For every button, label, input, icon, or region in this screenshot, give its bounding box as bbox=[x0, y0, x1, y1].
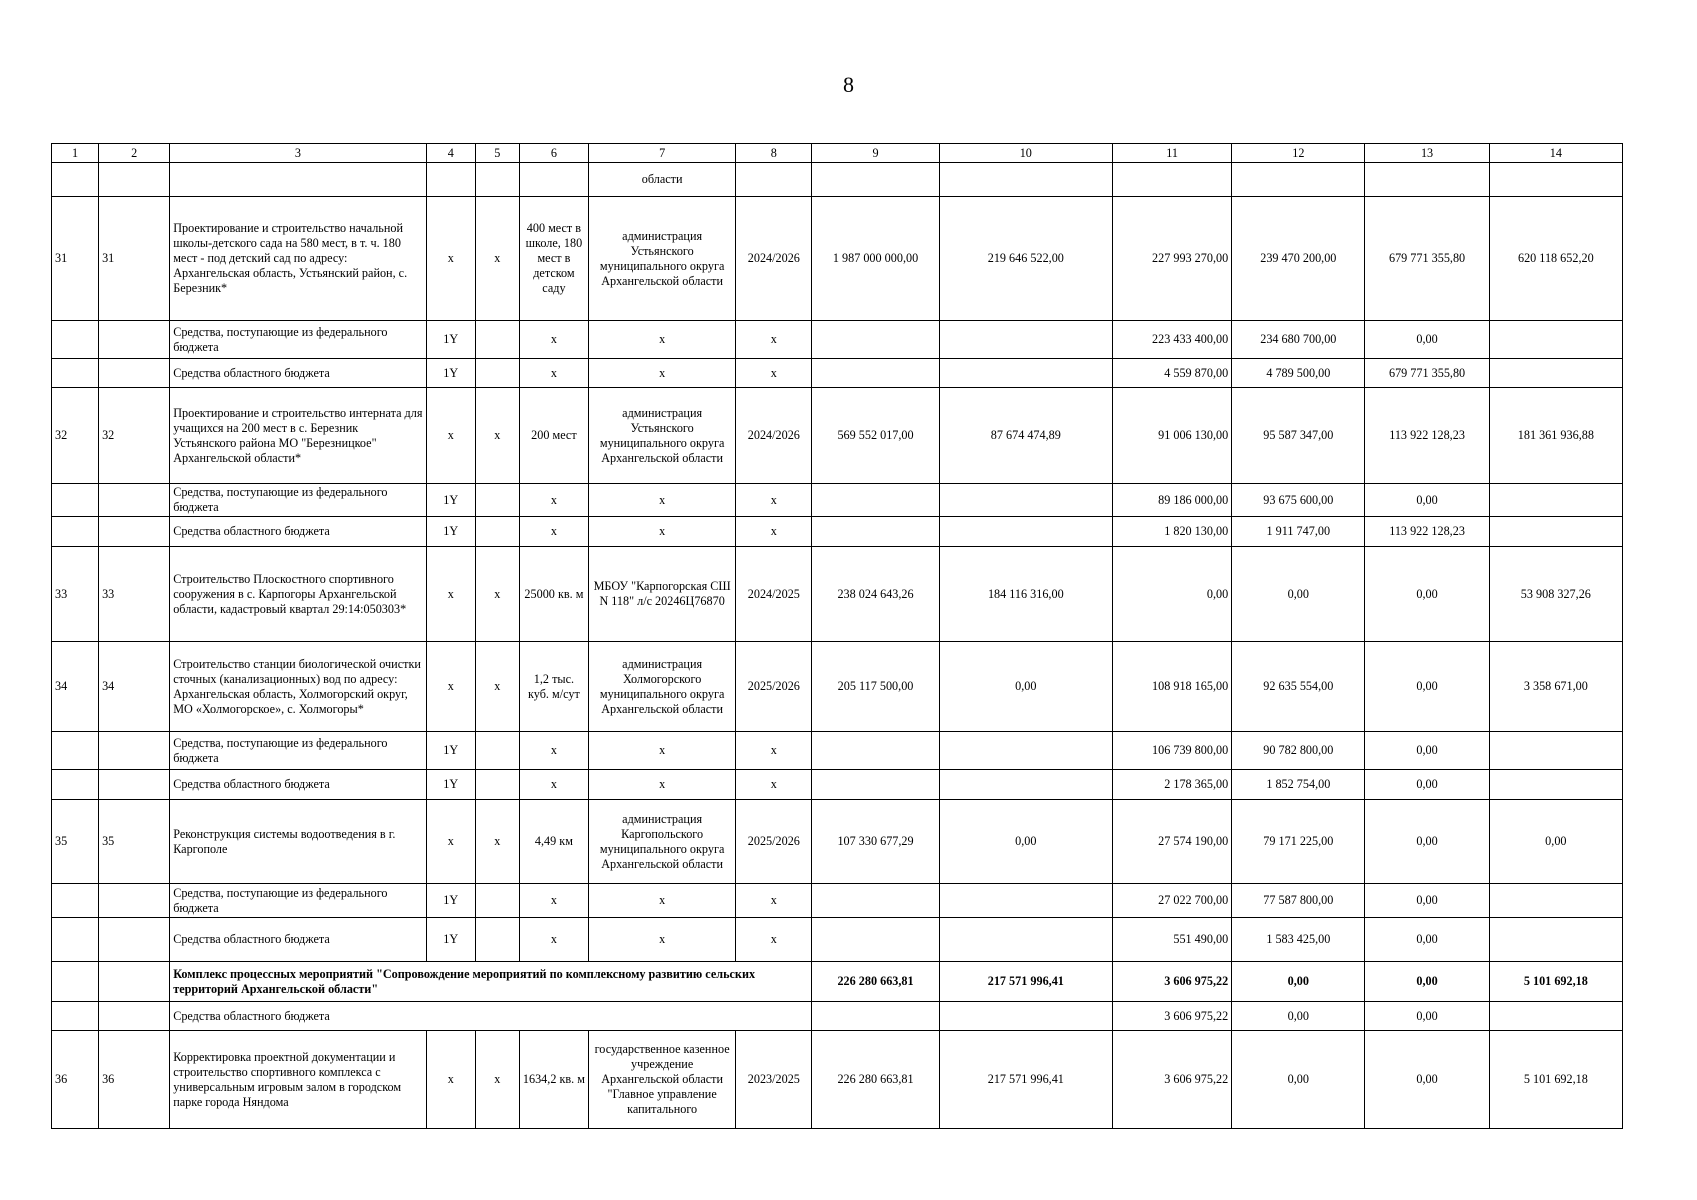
table-row bbox=[52, 1031, 1623, 1129]
cell-number: 34 bbox=[99, 642, 170, 732]
complex-row bbox=[52, 962, 1623, 1002]
cell-executor: администрация Устьянского муниципального округа Архангельской области bbox=[588, 388, 735, 484]
column-header: 1 bbox=[52, 144, 99, 163]
cell-col10: 0,00 bbox=[939, 642, 1112, 732]
cell-col14: 620 118 652,20 bbox=[1489, 197, 1622, 321]
cell-col13: 0,00 bbox=[1365, 1002, 1489, 1031]
table-row bbox=[52, 1002, 1623, 1031]
cell-number: 36 bbox=[52, 1031, 99, 1129]
cell-executor: МБОУ "Карпогорская СШ N 118" л/с 20246Ц76870 bbox=[588, 547, 735, 642]
table-row bbox=[52, 918, 1623, 962]
cell-col12: 1 911 747,00 bbox=[1232, 517, 1365, 547]
cell-period: 2024/2026 bbox=[736, 197, 812, 321]
cell-col12: 0,00 bbox=[1232, 547, 1365, 642]
cell-col11: 3 606 975,22 bbox=[1112, 962, 1231, 1002]
cell-name: Средства, поступающие из федерального бюджета bbox=[170, 732, 426, 770]
column-header: 9 bbox=[812, 144, 939, 163]
cell-col13: 0,00 bbox=[1365, 800, 1489, 884]
cell-col11: 0,00 bbox=[1112, 547, 1231, 642]
cell-number: 35 bbox=[99, 800, 170, 884]
cell-col10: 217 571 996,41 bbox=[939, 962, 1112, 1002]
cell-executor: администрация Каргопольского муниципального округа Архангельской области bbox=[588, 800, 735, 884]
cell-col14: 5 101 692,18 bbox=[1489, 962, 1622, 1002]
column-header: 14 bbox=[1489, 144, 1622, 163]
cell-number: 31 bbox=[52, 197, 99, 321]
cell-capacity: 1634,2 кв. м bbox=[519, 1031, 588, 1129]
cell-col10: 184 116 316,00 bbox=[939, 547, 1112, 642]
cell-period: 2025/2026 bbox=[736, 800, 812, 884]
cell-col5: x bbox=[475, 388, 519, 484]
cell-col4: 1Y bbox=[426, 770, 475, 800]
cell-capacity: x bbox=[519, 484, 588, 517]
cell-executor: x bbox=[588, 918, 735, 962]
cell-executor: администрация Холмогорского муниципального округа Архангельской области bbox=[588, 642, 735, 732]
cell-col13: 0,00 bbox=[1365, 884, 1489, 918]
cell-col11: 3 606 975,22 bbox=[1112, 1031, 1231, 1129]
cell-col12: 93 675 600,00 bbox=[1232, 484, 1365, 517]
cell-col12: 0,00 bbox=[1232, 962, 1365, 1002]
cell-col5: x bbox=[475, 800, 519, 884]
cell-name: Проектирование и строительство начальной школы-детского сада на 580 мест, в т. ч. 180 мест - под детский сад по адресу: Архангельская область, Устьянский район, с. Березник* bbox=[170, 197, 426, 321]
table-row bbox=[52, 321, 1623, 359]
cell-col11: 2 178 365,00 bbox=[1112, 770, 1231, 800]
cell-executor: x bbox=[588, 884, 735, 918]
cell-col9: 226 280 663,81 bbox=[812, 962, 939, 1002]
cell-capacity: 1,2 тыс. куб. м/сут bbox=[519, 642, 588, 732]
cell-col4: x bbox=[426, 642, 475, 732]
cell-number: 33 bbox=[52, 547, 99, 642]
cell-period: x bbox=[736, 359, 812, 388]
column-header: 10 bbox=[939, 144, 1112, 163]
table-row bbox=[52, 388, 1623, 484]
table-row bbox=[52, 547, 1623, 642]
cell-period: x bbox=[736, 770, 812, 800]
cell-col14: 0,00 bbox=[1489, 800, 1622, 884]
cell-col12: 239 470 200,00 bbox=[1232, 197, 1365, 321]
cell-col14: 181 361 936,88 bbox=[1489, 388, 1622, 484]
cell-name: Средства областного бюджета bbox=[170, 770, 426, 800]
cell-col11: 108 918 165,00 bbox=[1112, 642, 1231, 732]
cell-name: Средства областного бюджета bbox=[170, 517, 426, 547]
cell-col11: 3 606 975,22 bbox=[1112, 1002, 1231, 1031]
cell-col12: 1 583 425,00 bbox=[1232, 918, 1365, 962]
cell-col12: 0,00 bbox=[1232, 1031, 1365, 1129]
cell-capacity: x bbox=[519, 770, 588, 800]
cell-col4: 1Y bbox=[426, 918, 475, 962]
column-header: 3 bbox=[170, 144, 426, 163]
cell-col12: 90 782 800,00 bbox=[1232, 732, 1365, 770]
cell-executor: государственное казенное учреждение Архангельской области "Главное управление капитального bbox=[588, 1031, 735, 1129]
cell-col12: 0,00 bbox=[1232, 1002, 1365, 1031]
cell-col13: 113 922 128,23 bbox=[1365, 388, 1489, 484]
cell-period: 2025/2026 bbox=[736, 642, 812, 732]
table-row bbox=[52, 732, 1623, 770]
cell-capacity: x bbox=[519, 732, 588, 770]
cell-col14: 53 908 327,26 bbox=[1489, 547, 1622, 642]
cell-executor: x bbox=[588, 732, 735, 770]
cell-col11: 551 490,00 bbox=[1112, 918, 1231, 962]
complex-title: Комплекс процессных мероприятий "Сопровождение мероприятий по комплексному развитию сельских территорий Архангельской области" bbox=[170, 962, 812, 1002]
cell-executor: x bbox=[588, 770, 735, 800]
cell-executor: x bbox=[588, 484, 735, 517]
cell-name: Строительство станции биологической очистки сточных (канализационных) вод по адресу: Архангельская область, Холмогорский округ, МО «Холмогорское», с. Холмогоры* bbox=[170, 642, 426, 732]
cell-number: 34 bbox=[52, 642, 99, 732]
cell-col4: 1Y bbox=[426, 359, 475, 388]
column-header: 5 bbox=[475, 144, 519, 163]
column-header: 7 bbox=[588, 144, 735, 163]
cell-period: x bbox=[736, 321, 812, 359]
cell-col12: 92 635 554,00 bbox=[1232, 642, 1365, 732]
cell-executor: x bbox=[588, 359, 735, 388]
cell-col12: 77 587 800,00 bbox=[1232, 884, 1365, 918]
cell-col5: x bbox=[475, 642, 519, 732]
cell-col11: 227 993 270,00 bbox=[1112, 197, 1231, 321]
cell-col11: 106 739 800,00 bbox=[1112, 732, 1231, 770]
cell-number: 36 bbox=[99, 1031, 170, 1129]
column-header: 4 bbox=[426, 144, 475, 163]
cell-col4: 1Y bbox=[426, 884, 475, 918]
cell-col10: 0,00 bbox=[939, 800, 1112, 884]
table-row bbox=[52, 484, 1623, 517]
column-number-row bbox=[52, 144, 1623, 163]
cell-name: Реконструкция системы водоотведения в г. Каргополе bbox=[170, 800, 426, 884]
cell-capacity: x bbox=[519, 321, 588, 359]
cell-name: Проектирование и строительство интерната для учащихся на 200 мест в с. Березник Устьянского района МО "Березницкое" Архангельской области* bbox=[170, 388, 426, 484]
cell-capacity: 4,49 км bbox=[519, 800, 588, 884]
cell-col11: 1 820 130,00 bbox=[1112, 517, 1231, 547]
cell-col13: 0,00 bbox=[1365, 484, 1489, 517]
cell-col13: 0,00 bbox=[1365, 321, 1489, 359]
cell-col4: x bbox=[426, 388, 475, 484]
cell-col13: 113 922 128,23 bbox=[1365, 517, 1489, 547]
cell-name: Средства областного бюджета bbox=[170, 359, 426, 388]
cell-col9: 238 024 643,26 bbox=[812, 547, 939, 642]
budget-table bbox=[51, 143, 1623, 1129]
cell-period: x bbox=[736, 517, 812, 547]
cell-col13: 0,00 bbox=[1365, 962, 1489, 1002]
cell-col13: 0,00 bbox=[1365, 547, 1489, 642]
cell-period: x bbox=[736, 918, 812, 962]
cell-col9: 226 280 663,81 bbox=[812, 1031, 939, 1129]
continuation-row bbox=[52, 163, 1623, 197]
cell-col9: 107 330 677,29 bbox=[812, 800, 939, 884]
cell-col9: 569 552 017,00 bbox=[812, 388, 939, 484]
page-number: 8 bbox=[843, 72, 854, 97]
cell-col12: 79 171 225,00 bbox=[1232, 800, 1365, 884]
column-header: 11 bbox=[1112, 144, 1231, 163]
cell-period: x bbox=[736, 732, 812, 770]
table-row bbox=[52, 800, 1623, 884]
cell-col11: 91 006 130,00 bbox=[1112, 388, 1231, 484]
cell-capacity: 200 мест bbox=[519, 388, 588, 484]
cell-period: 2023/2025 bbox=[736, 1031, 812, 1129]
cell-name: Средства, поступающие из федерального бюджета bbox=[170, 484, 426, 517]
cell-col13: 679 771 355,80 bbox=[1365, 197, 1489, 321]
cell-capacity: x bbox=[519, 918, 588, 962]
cell-col4: x bbox=[426, 197, 475, 321]
cell-capacity: 25000 кв. м bbox=[519, 547, 588, 642]
cell-number: 32 bbox=[52, 388, 99, 484]
cell-col4: 1Y bbox=[426, 484, 475, 517]
cell-col13: 0,00 bbox=[1365, 642, 1489, 732]
cell-number: 31 bbox=[99, 197, 170, 321]
cell-capacity: x bbox=[519, 359, 588, 388]
cell-name: Средства, поступающие из федерального бюджета bbox=[170, 884, 426, 918]
cell-col9: 205 117 500,00 bbox=[812, 642, 939, 732]
cell-number: 35 bbox=[52, 800, 99, 884]
cell-col11: 4 559 870,00 bbox=[1112, 359, 1231, 388]
cell-executor: администрация Устьянского муниципального округа Архангельской области bbox=[588, 197, 735, 321]
cell-col10: 217 571 996,41 bbox=[939, 1031, 1112, 1129]
cell-executor: области bbox=[588, 163, 735, 197]
cell-col12: 95 587 347,00 bbox=[1232, 388, 1365, 484]
table-row bbox=[52, 770, 1623, 800]
cell-number: 33 bbox=[99, 547, 170, 642]
table-row bbox=[52, 517, 1623, 547]
cell-name: Средства областного бюджета bbox=[170, 918, 426, 962]
cell-col13: 0,00 bbox=[1365, 732, 1489, 770]
column-header: 6 bbox=[519, 144, 588, 163]
cell-name: Средства областного бюджета bbox=[170, 1002, 812, 1031]
column-header: 8 bbox=[736, 144, 812, 163]
column-header: 13 bbox=[1365, 144, 1489, 163]
cell-col13: 0,00 bbox=[1365, 918, 1489, 962]
table-row bbox=[52, 359, 1623, 388]
cell-col10: 87 674 474,89 bbox=[939, 388, 1112, 484]
cell-col14: 5 101 692,18 bbox=[1489, 1031, 1622, 1129]
cell-capacity: x bbox=[519, 884, 588, 918]
cell-col4: 1Y bbox=[426, 517, 475, 547]
cell-col12: 234 680 700,00 bbox=[1232, 321, 1365, 359]
table-row bbox=[52, 197, 1623, 321]
cell-col12: 1 852 754,00 bbox=[1232, 770, 1365, 800]
cell-col4: x bbox=[426, 1031, 475, 1129]
cell-name: Корректировка проектной документации и строительство спортивного комплекса с универсальным игровым залом в городском парке города Няндома bbox=[170, 1031, 426, 1129]
cell-period: 2024/2025 bbox=[736, 547, 812, 642]
table-row bbox=[52, 884, 1623, 918]
cell-capacity: x bbox=[519, 517, 588, 547]
cell-col10: 219 646 522,00 bbox=[939, 197, 1112, 321]
cell-number: 32 bbox=[99, 388, 170, 484]
cell-period: x bbox=[736, 884, 812, 918]
cell-col11: 27 574 190,00 bbox=[1112, 800, 1231, 884]
cell-col4: x bbox=[426, 800, 475, 884]
cell-name: Строительство Плоскостного спортивного сооружения в с. Карпогоры Архангельской области, кадастровый квартал 29:14:050303* bbox=[170, 547, 426, 642]
cell-col5: x bbox=[475, 547, 519, 642]
cell-col4: 1Y bbox=[426, 321, 475, 359]
cell-col4: x bbox=[426, 547, 475, 642]
cell-executor: x bbox=[588, 321, 735, 359]
cell-col5: x bbox=[475, 197, 519, 321]
cell-col9: 1 987 000 000,00 bbox=[812, 197, 939, 321]
cell-col5: x bbox=[475, 1031, 519, 1129]
cell-col12: 4 789 500,00 bbox=[1232, 359, 1365, 388]
cell-executor: x bbox=[588, 517, 735, 547]
cell-col14: 3 358 671,00 bbox=[1489, 642, 1622, 732]
cell-col13: 679 771 355,80 bbox=[1365, 359, 1489, 388]
table-row bbox=[52, 642, 1623, 732]
cell-col4: 1Y bbox=[426, 732, 475, 770]
cell-col11: 223 433 400,00 bbox=[1112, 321, 1231, 359]
cell-period: 2024/2026 bbox=[736, 388, 812, 484]
cell-col11: 89 186 000,00 bbox=[1112, 484, 1231, 517]
cell-name: Средства, поступающие из федерального бюджета bbox=[170, 321, 426, 359]
cell-col13: 0,00 bbox=[1365, 770, 1489, 800]
cell-col13: 0,00 bbox=[1365, 1031, 1489, 1129]
cell-col11: 27 022 700,00 bbox=[1112, 884, 1231, 918]
cell-capacity: 400 мест в школе, 180 мест в детском саду bbox=[519, 197, 588, 321]
cell-period: x bbox=[736, 484, 812, 517]
column-header: 12 bbox=[1232, 144, 1365, 163]
column-header: 2 bbox=[99, 144, 170, 163]
